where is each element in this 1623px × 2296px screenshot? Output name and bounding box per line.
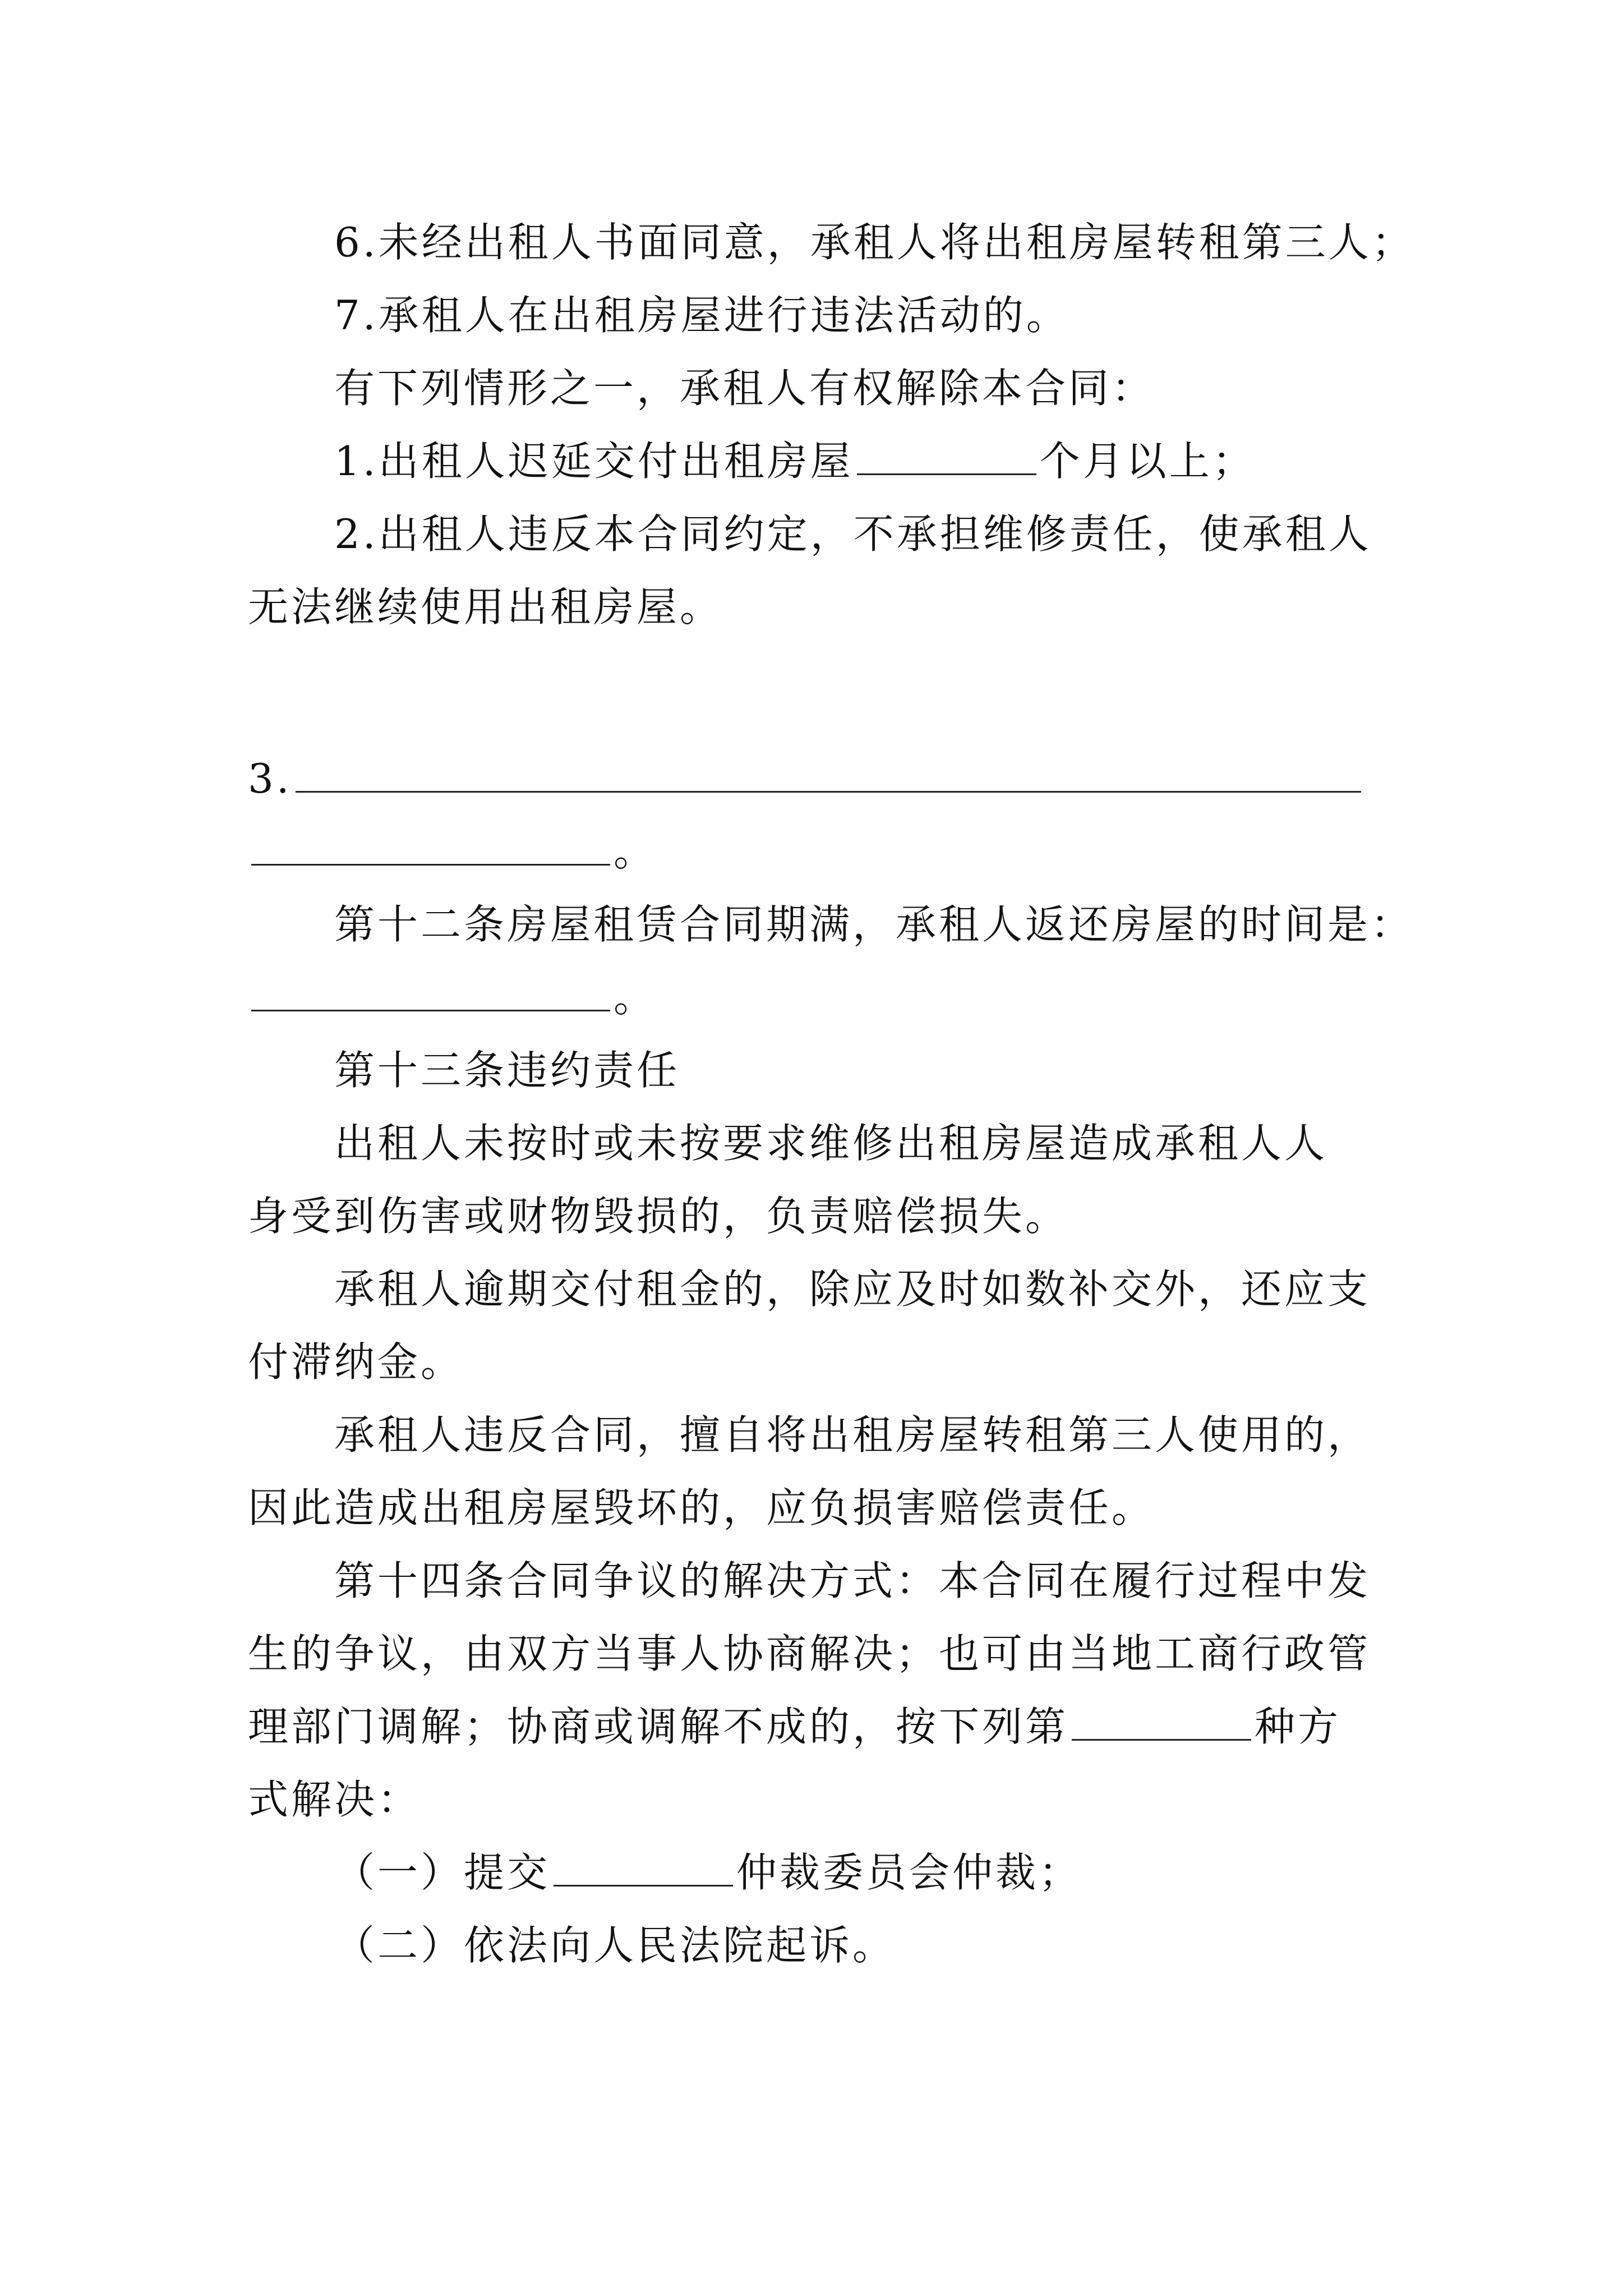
tenant-termination-item-2: 2.出租人违反本合同约定，不承担维修责任，使承租人 [334, 510, 1372, 558]
article-14-text-before: 理部门调解；协商或调解不成的，按下列第 [248, 1703, 1069, 1750]
return-time-blank[interactable] [251, 969, 610, 1011]
item-1-text-before: 1.出租人迟延交付出租房屋 [334, 438, 854, 485]
tenant-termination-item-3 [248, 751, 1381, 807]
article-13-para-2-cont: 付滞纳金。 [248, 1338, 464, 1386]
resolution-option-2: （二）依法向人民法院起诉。 [334, 1922, 896, 1969]
article-13-para-3: 承租人违反合同，擅自将出租房屋转租第三人使用的， [334, 1411, 1371, 1458]
clause-line-6: 6.未经出租人书面同意，承租人将出租房屋转租第三人； [334, 219, 1415, 266]
article-13-para-1: 出租人未按时或未按要求维修出租房屋造成承租人人 [334, 1120, 1328, 1167]
option-1-text-after: 仲裁委员会仲裁； [736, 1849, 1082, 1896]
resolution-method-blank[interactable] [1072, 1699, 1251, 1741]
item-3-period: 。 [614, 828, 657, 875]
clause-line-7: 7.承租人在出租房屋进行违法活动的。 [334, 292, 1069, 339]
item-3-blank-cont[interactable] [251, 823, 610, 866]
tenant-termination-item-1 [334, 433, 1467, 489]
resolution-option-1 [334, 1844, 1467, 1901]
article-12-cont [248, 969, 1381, 1025]
article-13-para-1-cont: 身受到伤害或财物毁损的，负责赔偿损失。 [248, 1193, 1069, 1240]
item-1-text-after: 个月以上； [1039, 438, 1256, 485]
article-12: 第十二条房屋租赁合同期满，承租人返还房屋的时间是： [334, 901, 1414, 948]
article-12-period: 。 [614, 974, 657, 1021]
item-3-blank[interactable] [296, 751, 1361, 793]
article-14-cont-3: 式解决： [248, 1776, 421, 1823]
tenant-termination-item-2-cont: 无法继续使用出租房屋。 [248, 583, 723, 631]
article-13-para-2: 承租人逾期交付租金的，除应及时如数补交外，还应支 [334, 1266, 1371, 1313]
arbitration-commission-blank[interactable] [554, 1844, 733, 1887]
tenant-termination-item-3-cont [248, 823, 1381, 880]
option-1-text-before: （一）提交 [334, 1849, 551, 1896]
article-14-cont-2 [248, 1699, 1381, 1755]
article-14-text-after: 种方 [1255, 1703, 1341, 1750]
item-3-number: 3. [248, 755, 292, 802]
tenant-termination-heading: 有下列情形之一，承租人有权解除本合同： [334, 365, 1155, 412]
months-blank[interactable] [857, 433, 1036, 475]
article-14: 第十四条合同争议的解决方式：本合同在履行过程中发 [334, 1557, 1371, 1604]
article-13-para-3-cont: 因此造成出租房屋毁坏的，应负损害赔偿责任。 [248, 1484, 1155, 1531]
article-14-cont-1: 生的争议，由双方当事人协商解决；也可由当地工商行政管 [248, 1630, 1371, 1677]
article-13-heading: 第十三条违约责任 [334, 1047, 680, 1094]
